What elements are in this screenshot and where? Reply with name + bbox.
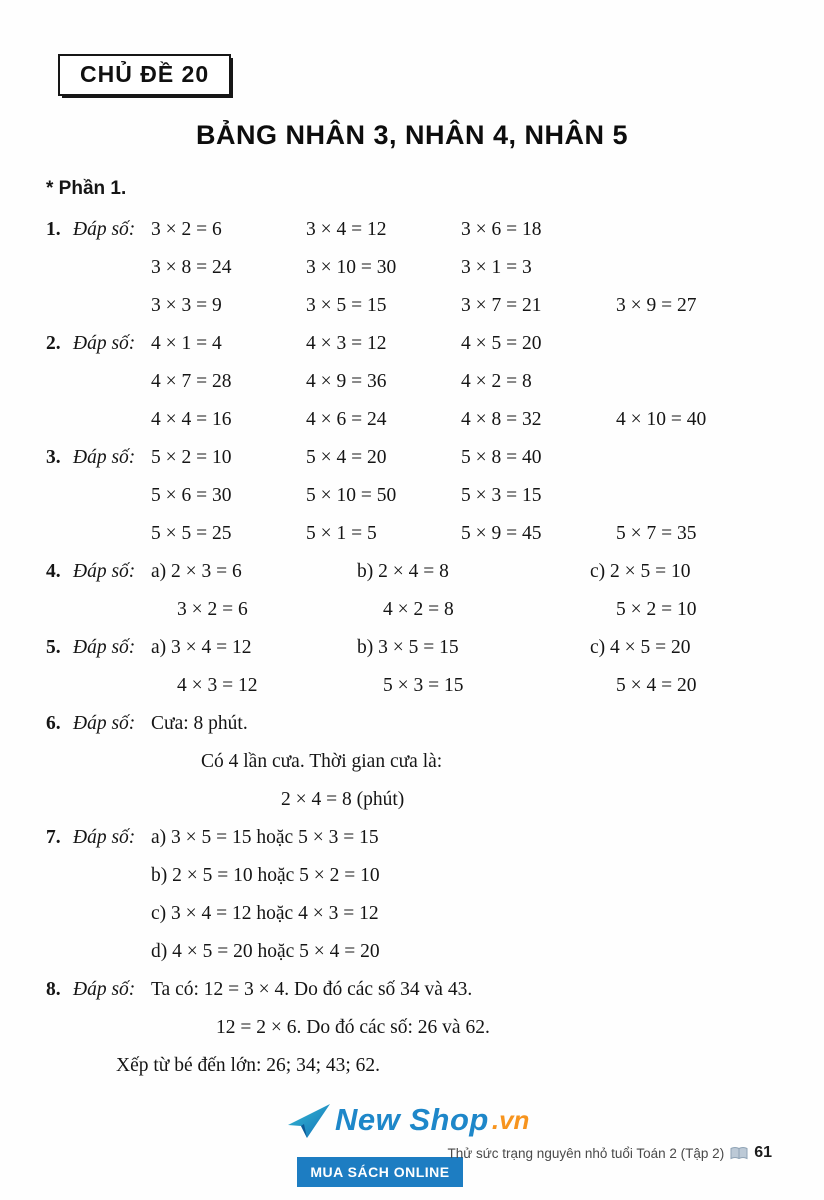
answer-label: Đáp số: xyxy=(73,637,136,658)
equation: 5 × 6 = 30 xyxy=(151,485,232,506)
equation: 3 × 10 = 30 xyxy=(306,257,397,278)
equation: 4 × 9 = 36 xyxy=(306,371,387,392)
equation: 3 × 5 = 15 xyxy=(306,295,387,316)
equation: c) 4 × 5 = 20 xyxy=(590,637,691,658)
equation: 5 × 7 = 35 xyxy=(616,523,697,544)
equation: c) 3 × 4 = 12 hoặc 4 × 3 = 12 xyxy=(151,903,379,924)
equation: a) 3 × 4 = 12 xyxy=(151,637,252,658)
equation: 3 × 6 = 18 xyxy=(461,219,542,240)
answer-row xyxy=(46,1009,788,1047)
equation: b) 2 × 5 = 10 hoặc 5 × 2 = 10 xyxy=(151,865,380,886)
equation: 5 × 8 = 40 xyxy=(461,447,542,468)
answer-label: Đáp số: xyxy=(73,713,136,734)
item-number: 3. xyxy=(46,447,61,468)
equation: 4 × 3 = 12 xyxy=(177,675,258,696)
logo-text: New Shop xyxy=(335,1102,489,1137)
equation: b) 2 × 4 = 8 xyxy=(357,561,449,582)
equation: 4 × 2 = 8 xyxy=(461,371,532,392)
equation: b) 3 × 5 = 15 xyxy=(357,637,459,658)
answer-row xyxy=(46,287,788,325)
answer-text: Xếp từ bé đến lớn: 26; 34; 43; 62. xyxy=(116,1055,381,1076)
answer-row xyxy=(46,705,788,743)
answer-label: Đáp số: xyxy=(73,219,136,240)
answer-row xyxy=(46,363,788,401)
answer-row xyxy=(46,211,788,249)
equation: 4 × 5 = 20 xyxy=(461,333,542,354)
equation: a) 3 × 5 = 15 hoặc 5 × 3 = 15 xyxy=(151,827,379,848)
answer-item-2 xyxy=(46,325,788,439)
equation: 3 × 9 = 27 xyxy=(616,295,697,316)
answer-row xyxy=(46,553,788,591)
item-number: 8. xyxy=(46,979,61,1000)
answer-row xyxy=(46,857,788,895)
book-credit-text: Thử sức trạng nguyên nhỏ tuổi Toán 2 (Tập 2) xyxy=(447,1145,725,1161)
mua-sach-online-banner: MUA SÁCH ONLINE xyxy=(297,1157,463,1187)
answer-label: Đáp số: xyxy=(73,827,136,848)
equation: 2 × 4 = 8 (phút) xyxy=(281,789,405,810)
logo-domain-suffix: .vn xyxy=(491,1104,530,1135)
equation: 3 × 4 = 12 xyxy=(306,219,387,240)
equation: 4 × 2 = 8 xyxy=(383,599,454,620)
page-title: BẢNG NHÂN 3, NHÂN 4, NHÂN 5 xyxy=(195,120,629,150)
answer-row xyxy=(46,743,788,781)
item-number: 6. xyxy=(46,713,61,734)
equation: 3 × 1 = 3 xyxy=(461,257,532,278)
answer-item-6 xyxy=(46,705,788,819)
answer-row xyxy=(46,895,788,933)
answer-item-1 xyxy=(46,211,788,325)
equation: 5 × 2 = 10 xyxy=(151,447,232,468)
answer-row xyxy=(46,591,788,629)
equation: d) 4 × 5 = 20 hoặc 5 × 4 = 20 xyxy=(151,941,380,962)
answer-text: 12 = 2 × 6. Do đó các số: 26 và 62. xyxy=(216,1017,490,1038)
answer-label: Đáp số: xyxy=(73,561,136,582)
answer-text: Ta có: 12 = 3 × 4. Do đó các số 34 và 43. xyxy=(151,979,473,1000)
equation: 5 × 4 = 20 xyxy=(616,675,697,696)
answer-row xyxy=(46,1047,788,1085)
answer-row xyxy=(46,325,788,363)
equation: 5 × 4 = 20 xyxy=(306,447,387,468)
answer-row xyxy=(46,933,788,971)
section-heading: * Phần 1. xyxy=(46,178,127,199)
equation: 4 × 8 = 32 xyxy=(461,409,542,430)
equation: 4 × 7 = 28 xyxy=(151,371,232,392)
page-number: 61 xyxy=(754,1144,772,1161)
equation: 5 × 9 = 45 xyxy=(461,523,542,544)
equation: 5 × 2 = 10 xyxy=(616,599,697,620)
answers-content xyxy=(46,211,788,1085)
equation: 5 × 1 = 5 xyxy=(306,523,377,544)
equation: 5 × 10 = 50 xyxy=(306,485,397,506)
equation: 4 × 4 = 16 xyxy=(151,409,232,430)
newshop-swoosh-icon xyxy=(286,1100,332,1140)
equation: c) 2 × 5 = 10 xyxy=(590,561,691,582)
equation: 3 × 2 = 6 xyxy=(151,219,222,240)
answer-row xyxy=(46,515,788,553)
answer-row xyxy=(46,249,788,287)
item-number: 4. xyxy=(46,561,61,582)
answer-row xyxy=(46,667,788,705)
equation: 4 × 1 = 4 xyxy=(151,333,222,354)
equation: 4 × 3 = 12 xyxy=(306,333,387,354)
answer-item-7 xyxy=(46,819,788,971)
equation: 5 × 3 = 15 xyxy=(383,675,464,696)
item-number: 1. xyxy=(46,219,61,240)
answer-row xyxy=(46,971,788,1009)
item-number: 7. xyxy=(46,827,61,848)
answer-row xyxy=(46,819,788,857)
equation: 5 × 5 = 25 xyxy=(151,523,232,544)
answer-label: Đáp số: xyxy=(73,979,136,1000)
answer-label: Đáp số: xyxy=(73,333,136,354)
equation: a) 2 × 3 = 6 xyxy=(151,561,242,582)
equation: 3 × 2 = 6 xyxy=(177,599,248,620)
open-book-icon xyxy=(730,1146,748,1161)
item-number: 2. xyxy=(46,333,61,354)
equation: 4 × 6 = 24 xyxy=(306,409,387,430)
answer-label: Đáp số: xyxy=(73,447,136,468)
answer-text: Cưa: 8 phút. xyxy=(151,713,248,734)
answer-text: Có 4 lần cưa. Thời gian cưa là: xyxy=(201,751,443,772)
answer-item-8 xyxy=(46,971,788,1085)
footer-credit-line xyxy=(447,1144,772,1162)
equation: 3 × 7 = 21 xyxy=(461,295,542,316)
answer-row xyxy=(46,401,788,439)
answer-row xyxy=(46,629,788,667)
item-number: 5. xyxy=(46,637,61,658)
answer-item-3 xyxy=(46,439,788,553)
answer-row xyxy=(46,477,788,515)
equation: 4 × 10 = 40 xyxy=(616,409,707,430)
equation: 3 × 8 = 24 xyxy=(151,257,232,278)
answer-row xyxy=(46,781,788,819)
answer-item-4 xyxy=(46,553,788,629)
answer-row xyxy=(46,439,788,477)
equation: 3 × 3 = 9 xyxy=(151,295,222,316)
equation: 5 × 3 = 15 xyxy=(461,485,542,506)
answer-item-5 xyxy=(46,629,788,705)
chapter-badge: CHỦ ĐỀ 20 xyxy=(58,54,231,96)
newshop-logo xyxy=(286,1100,529,1140)
